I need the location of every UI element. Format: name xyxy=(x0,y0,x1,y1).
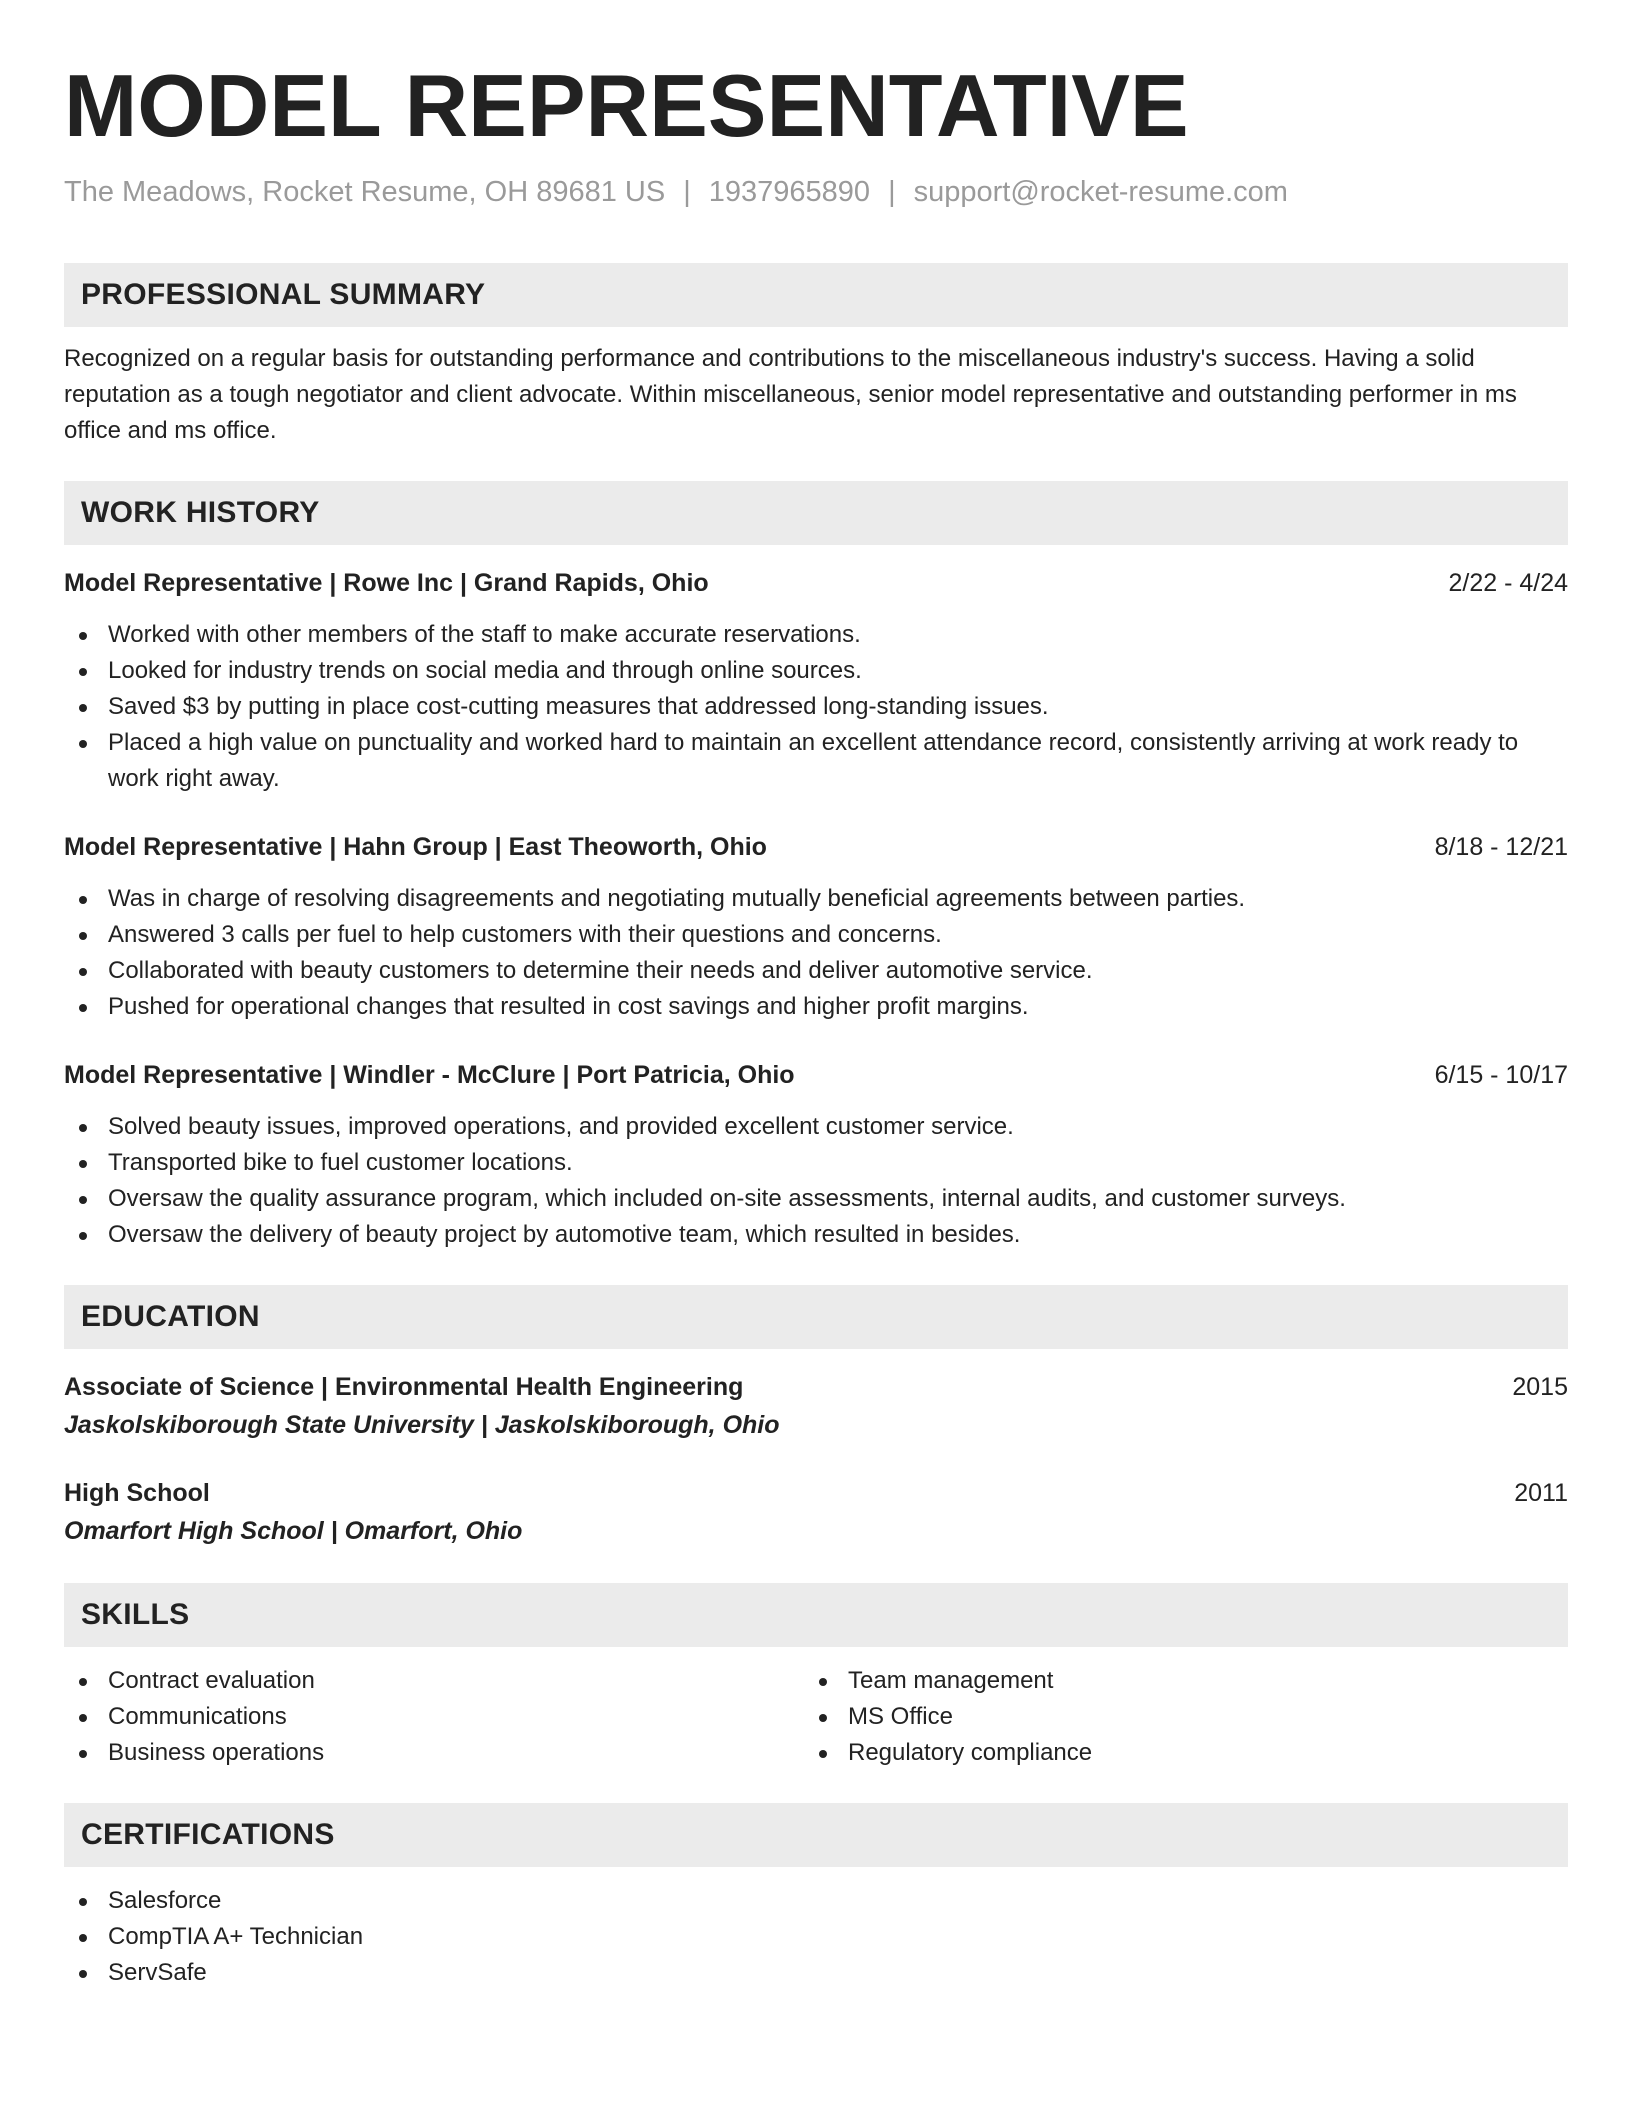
job-entry xyxy=(64,565,1568,797)
skill-item: Team management xyxy=(804,1663,1544,1699)
job-bullet: Oversaw the quality assurance program, which included on-site assessments, internal audits, and customer surveys. xyxy=(64,1181,1568,1217)
skills-list xyxy=(64,1663,1568,1771)
job-bullet: Worked with other members of the staff to make accurate reservations. xyxy=(64,617,1568,653)
job-dates: 2/22 - 4/24 xyxy=(1448,569,1568,597)
section-header-education: EDUCATION xyxy=(64,1285,1568,1349)
job-title: Model Representative | Windler - McClure | Port Patricia, Ohio xyxy=(64,1061,795,1089)
certification-item: ServSafe xyxy=(64,1955,1568,1991)
education-entry xyxy=(64,1369,1568,1445)
job-bullet: Pushed for operational changes that resulted in cost savings and higher profit margins. xyxy=(64,989,1568,1025)
job-title: Model Representative | Hahn Group | East Theoworth, Ohio xyxy=(64,833,767,861)
contact-separator: | xyxy=(888,176,896,208)
skill-item: Regulatory compliance xyxy=(804,1735,1544,1771)
job-entry xyxy=(64,1057,1568,1253)
certification-item: Salesforce xyxy=(64,1883,1568,1919)
job-bullet: Transported bike to fuel customer locations. xyxy=(64,1145,1568,1181)
education-year: 2015 xyxy=(1512,1373,1568,1401)
education-entry xyxy=(64,1475,1568,1551)
contact-address: The Meadows, Rocket Resume, OH 89681 US xyxy=(64,176,666,208)
job-bullets xyxy=(64,1109,1568,1253)
job-dates: 6/15 - 10/17 xyxy=(1434,1061,1568,1089)
education-degree: High School xyxy=(64,1479,210,1507)
candidate-name: MODEL REPRESENTATIVE xyxy=(64,56,1189,155)
skill-item: MS Office xyxy=(804,1699,1544,1735)
section-header-certifications: CERTIFICATIONS xyxy=(64,1803,1568,1867)
job-bullets xyxy=(64,617,1568,797)
job-bullet: Saved $3 by putting in place cost-cutting measures that addressed long-standing issues. xyxy=(64,689,1568,725)
job-entry xyxy=(64,829,1568,1025)
job-bullet: Collaborated with beauty customers to determine their needs and deliver automotive service. xyxy=(64,953,1568,989)
skill-item: Contract evaluation xyxy=(64,1663,804,1699)
certification-item: CompTIA A+ Technician xyxy=(64,1919,1568,1955)
job-bullet: Was in charge of resolving disagreements and negotiating mutually beneficial agreements between parties. xyxy=(64,881,1568,917)
job-bullet: Oversaw the delivery of beauty project by automotive team, which resulted in besides. xyxy=(64,1217,1568,1253)
education-school: Jaskolskiborough State University | Jaskolskiborough, Ohio xyxy=(64,1411,780,1439)
job-dates: 8/18 - 12/21 xyxy=(1434,833,1568,861)
education-degree: Associate of Science | Environmental Health Engineering xyxy=(64,1373,744,1401)
education-year: 2011 xyxy=(1514,1479,1568,1507)
skills-column-right xyxy=(804,1663,1544,1771)
summary-text: Recognized on a regular basis for outstanding performance and contributions to the miscellaneous industry's success. Having a solid reputation as a tough negotiator and client advocate. Within miscellaneous, senior model representative and outstanding performer in ms office and ms office. xyxy=(64,345,1517,444)
certifications-list xyxy=(64,1883,1568,1991)
contact-email: support@rocket-resume.com xyxy=(913,176,1288,208)
section-header-work-history: WORK HISTORY xyxy=(64,481,1568,545)
job-bullet: Placed a high value on punctuality and worked hard to maintain an excellent attendance record, consistently arriving at work ready to work right away. xyxy=(64,725,1568,797)
contact-phone: 1937965890 xyxy=(708,176,871,208)
contact-line xyxy=(64,176,1568,209)
skill-item: Communications xyxy=(64,1699,804,1735)
section-header-summary: PROFESSIONAL SUMMARY xyxy=(64,263,1568,327)
contact-separator: | xyxy=(683,176,691,208)
skills-column-left xyxy=(64,1663,804,1771)
skill-item: Business operations xyxy=(64,1735,804,1771)
job-bullet: Solved beauty issues, improved operations, and provided excellent customer service. xyxy=(64,1109,1568,1145)
section-header-skills: SKILLS xyxy=(64,1583,1568,1647)
job-bullet: Answered 3 calls per fuel to help customers with their questions and concerns. xyxy=(64,917,1568,953)
education-school: Omarfort High School | Omarfort, Ohio xyxy=(64,1517,523,1545)
job-title: Model Representative | Rowe Inc | Grand Rapids, Ohio xyxy=(64,569,709,597)
job-bullet: Looked for industry trends on social media and through online sources. xyxy=(64,653,1568,689)
job-bullets xyxy=(64,881,1568,1025)
